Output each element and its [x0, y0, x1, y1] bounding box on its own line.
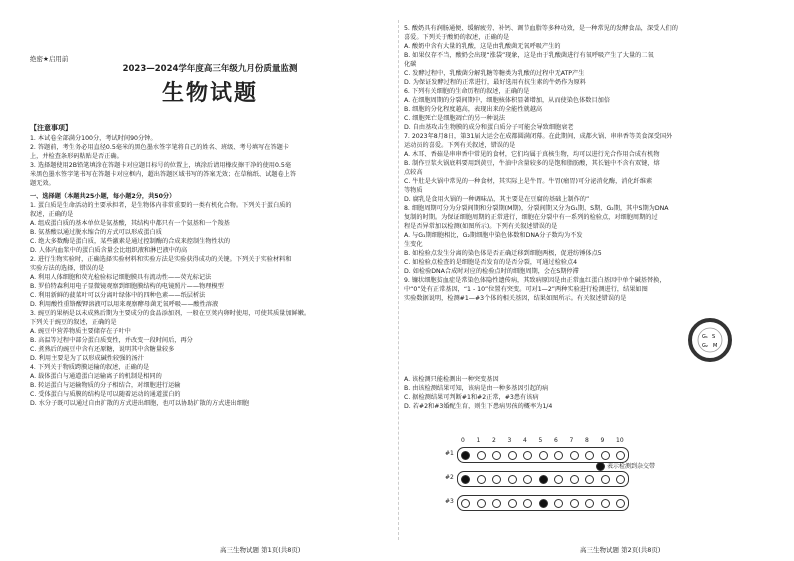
- question-line: C. 据检测结果可判断#1和#2正常，#3患有该病: [404, 394, 539, 401]
- sample-label: #1: [445, 450, 454, 457]
- probe-position-label: 1: [476, 437, 481, 444]
- probe-position-label: 9: [600, 437, 605, 444]
- phase-label: G₂: [702, 343, 708, 349]
- question-line: 2. 进行生物实验时，正确选择实验材料和实验方法是实验获得成功的关键。下列关于实验材料和: [30, 256, 292, 263]
- probe-position-label: 10: [616, 437, 624, 444]
- question-line: 点较高: [404, 169, 423, 176]
- question-line: B. 由该检测结果可知，该病是由一种多基因引起的病: [404, 385, 549, 392]
- empty-dot-icon: [477, 499, 486, 508]
- question-line: A. 酸奶中含有大量的乳酸，这是由乳酸菌无氧呼吸产生的: [404, 43, 561, 50]
- filled-dot-icon: [539, 499, 548, 508]
- phase-label: S: [712, 334, 716, 340]
- exam-title: 2023—2024学年度高三年级九月份质量监测: [122, 64, 298, 74]
- phase-label: M: [713, 343, 718, 349]
- empty-dot-icon: [492, 451, 501, 460]
- question-line: C. 发酵过程中，乳酸菌分解乳糖等糖类为乳酸的过程中无ATP产生: [404, 70, 585, 77]
- probe-position-label: 0: [461, 437, 465, 444]
- question-line: C. 绝大多数酶是蛋白质，某些激素是通过控制酶的合成来控制生物性状的: [30, 238, 231, 245]
- sample-label: #2: [445, 474, 454, 481]
- question-line: 程是否异常加以检测(如图所示)。下列有关叙述错误的是: [404, 223, 558, 230]
- question-line: 4. 下列关于物质跨膜运输的叙述，正确的是: [30, 364, 150, 371]
- empty-dot-icon: [492, 499, 501, 508]
- empty-dot-icon: [616, 499, 625, 508]
- empty-dot-icon: [523, 451, 532, 460]
- filled-dot-icon: [461, 451, 470, 460]
- question-line: D. 自由基攻击生物膜的成分和蛋白质分子可能会导致细胞衰老: [404, 124, 574, 131]
- notice-block: [30, 134, 390, 188]
- empty-dot-icon: [585, 475, 594, 484]
- question-line: B. 如检验点发生分离的染色体是否正确迁移到细胞两极，促进纺锤体点5: [404, 250, 602, 257]
- question-line: B. 转运蛋白与运输物质的分子相结合，对细胞进行运输: [30, 382, 181, 389]
- filled-dot-icon: [596, 462, 605, 471]
- question-line: 中“0”处有正常基因，“1 - 10”位置有突变。可对1—2”两种实验进行检测进行，结果如图: [404, 286, 648, 293]
- empty-dot-icon: [585, 499, 594, 508]
- probe-position-label: 4: [523, 437, 527, 444]
- empty-dot-icon: [570, 451, 579, 460]
- question-line: 运动员的喜爱。下列有关叙述，错误的是: [404, 142, 516, 149]
- question-line: A. 在细胞周期的分裂间期中，细胞核体积显著增加，从而使染色体数目加倍: [404, 97, 611, 104]
- filled-dot-icon: [461, 475, 470, 484]
- question-line: D. 人体内血浆中的蛋白质含量会比组织液和淋巴液中的高: [30, 247, 188, 254]
- question-line: 1. 蛋白质是生命活动的主要承担者，是生物体内非常重要的一类有机化合物。下列关于蛋白质的: [30, 202, 292, 209]
- question-line: 等物质: [404, 187, 423, 194]
- question-line: D. 水分子既可以通过自由扩散的方式进出细胞，也可以协助扩散的方式进出细胞: [30, 400, 250, 407]
- question-line: 下列关于豌豆的叙述，正确的是: [30, 319, 117, 326]
- empty-dot-icon: [616, 451, 625, 460]
- probe-position-label: 8: [585, 437, 589, 444]
- question-line: D. 如检验DNA合成时对应的检验点时的细胞周期，会在S期停滞: [404, 268, 579, 275]
- question-line: 3. 豌豆的果柄是以未成熟后期为主要成分的食品添加剂，一般在豆荚内卵时使用，可使其质量加鲜嫩。: [30, 310, 311, 317]
- empty-dot-icon: [585, 451, 594, 460]
- question-line: C. 牛肚是火锅中常见的一种食材，其实际上是牛胃。牛胃(瘤胃)可分泌消化酶，消化纤维素: [404, 178, 653, 185]
- question-line: 8. 细胞周期可分为分裂间期和分裂期(M期)，分裂间期又分为G₁期、S期、G₂期，其中S期为DNA: [404, 205, 669, 212]
- question-line: B. 制作豆浆火锅底料要用到黄豆，牛油中含量较多的是饱和脂肪酸，其长链中不含有双键，熔: [404, 160, 660, 167]
- cell-cycle-figure: [680, 310, 740, 370]
- question-line: A. 与G₁期细胞相比，G₂期细胞中染色体数和DNA分子数均为不发: [404, 232, 583, 239]
- notice-line: 2. 答题前，考生务必用直径0.5毫米的黑色墨水签字笔将自己的姓名、班级、考号填写在答题卡: [30, 144, 290, 151]
- probe-hybridization-figure: [445, 437, 645, 517]
- question-line: A. 利用人体细胞和荧光检验标记细胞膜具有流动性——荧光标记法: [30, 274, 212, 281]
- empty-dot-icon: [616, 475, 625, 484]
- question-line: D. 腐乳是食用火锅的一种调味品，其主要是在豆腐的基础上制作的”: [404, 196, 590, 203]
- question-line: C. 细胞死亡是细胞凋亡的另一种说法: [404, 115, 506, 122]
- question-line: A. 该检测只能检测出一种突变基因: [404, 376, 499, 383]
- legend-text: 表示检测到杂交带: [607, 463, 656, 470]
- question-line: 叙述，正确的是: [30, 211, 74, 218]
- question-line: C. 煮熟后的豌豆中含有还原糖，说明其中含糖量较多: [30, 346, 175, 353]
- probe-position-label: 2: [492, 437, 496, 444]
- question-line: 复制的时期。为保证细胞周期的正常进行，细胞在分裂中有一系列的检验点，对细胞周期的过: [404, 214, 658, 221]
- probe-position-label: 6: [554, 437, 558, 444]
- empty-dot-icon: [554, 475, 563, 484]
- question-line: 喜爱。下列关于酸奶的叙述，正确的是: [404, 34, 510, 41]
- empty-dot-icon: [539, 451, 548, 460]
- question-line: B. 高温等过程中部分蛋白质变性，并改变一段时间后，再分: [30, 337, 193, 344]
- question-line: 一、选择题（本题共25小题，每小题2分，共50分）: [30, 193, 176, 200]
- empty-dot-icon: [508, 499, 517, 508]
- question-line: B. 氨基酸以通过脱水缩合的方式可以形成蛋白质: [30, 229, 162, 236]
- empty-dot-icon: [570, 475, 579, 484]
- question-line: A. 组成蛋白质的基本单位是氨基酸，其结构中都只有一个氨基和一个羧基: [30, 220, 230, 227]
- empty-dot-icon: [601, 451, 610, 460]
- notice-line: 题无效。: [30, 180, 55, 187]
- question-line: 9. 镰状细胞贫血症是常染色体隐性遗传病，其致病原因是由正常血红蛋白基因中单个碱基替换，: [404, 277, 666, 284]
- cycle-ring: [690, 320, 730, 360]
- footer-left: 高三生物试题 第1页(共8页): [220, 546, 301, 554]
- notice-line: 1. 本试卷全部满分100分，考试时间90分钟。: [30, 135, 157, 142]
- question-line: B. 细胞的分化程度越高，表现出来的全能性就越高: [404, 106, 543, 113]
- empty-dot-icon: [554, 451, 563, 460]
- empty-dot-icon: [523, 475, 532, 484]
- empty-dot-icon: [570, 499, 579, 508]
- question-line: 实验数据说明，检测#1—#3个体的相关基因，结果如图所示。有关叙述错误的是: [404, 295, 627, 302]
- empty-dot-icon: [523, 499, 532, 508]
- question-line: 生变化: [404, 241, 423, 248]
- footer-right: 高三生物试题 第2页(共8页): [580, 546, 661, 554]
- gel-legend: [596, 461, 655, 471]
- question-line: D. 为保证发酵过程的正常进行，最好选用有抗生素的牛奶作为原料: [404, 79, 586, 86]
- empty-dot-icon: [508, 451, 517, 460]
- filled-dot-icon: [539, 475, 548, 484]
- question-line: 6. 下列有关细胞的生命历程的叙述，正确的是: [404, 88, 530, 95]
- question-line: A. 木耳、香菇是串串香中常见的食材，它们均属于真核生物，均可以进行光合作用合成有机物: [404, 151, 660, 158]
- left-questions: [30, 192, 392, 408]
- notice-line: 3. 选择题使用2B铅笔填涂在答题卡对应题目标号的位置上，填涂后请用橡皮擦干净的使用0.5毫: [30, 162, 292, 169]
- question-line: B. 罗伯特森利用电子显微镜观察到细胞膜结构的电镜照片——物理模型: [30, 283, 224, 290]
- probe-position-label: 7: [569, 437, 574, 444]
- question-line: D. 若#2和#3婚配生育，则生下患病男孩的概率为1/4: [404, 403, 553, 410]
- question-line: 化碳: [404, 61, 417, 68]
- empty-dot-icon: [461, 499, 470, 508]
- subject-title: 生物试题: [161, 80, 258, 106]
- phase-label: G₁: [702, 334, 708, 340]
- question-line: 5. 酸奶具有润肠通便、缓解疲劳、补钙、调节血脂等多种功效，是一种常见的发酵食品，深受人们的: [404, 25, 678, 32]
- question-line: B. 如果仅存不当，酸奶会出现“涨袋”现象，这是由于乳酸菌进行有氧呼吸产生了大量的二氧: [404, 52, 654, 59]
- empty-dot-icon: [492, 475, 501, 484]
- confidential-mark: 绝密★启用前: [30, 55, 69, 63]
- question-line: 7. 2023年8月8日，第31届大运会在成都圆满闭幕。在此期间，成都火锅、串串香等美食深受国外: [404, 133, 673, 140]
- notice-heading: 【注意事项】: [30, 124, 72, 132]
- question-line: C. 如检验点检查的是细胞是否发育的是否分裂，可通过检验点4: [404, 259, 578, 266]
- question-line: D. 利用主要是为了以形成碱性较强的汤汁: [30, 355, 144, 362]
- notice-line: 上，并检查条形码粘贴是否正确。: [30, 153, 123, 160]
- sample-strip: [457, 471, 629, 487]
- probe-position-label: 5: [538, 437, 543, 444]
- sample-strip: [457, 495, 629, 511]
- empty-dot-icon: [601, 475, 610, 484]
- question-line: A. 载体蛋白与通道蛋白运输离子的机制是相同的: [30, 373, 162, 380]
- empty-dot-icon: [477, 451, 486, 460]
- sample-label: #3: [445, 498, 454, 505]
- empty-dot-icon: [601, 499, 610, 508]
- question-line: A. 豌豆中营养物质主要储存在子叶中: [30, 328, 131, 335]
- empty-dot-icon: [477, 475, 486, 484]
- notice-line: 米黑色墨水签字笔书写在答题卡对应框内，超出答题区域书写的答案无效；在草稿纸、试题卷上答: [30, 171, 297, 178]
- question-line: D. 利用酸性重铬酸钾溶液可以用来观察酵母菌无氧呼吸——酸性溶液: [30, 301, 219, 308]
- question-line: 实验方法的选择，错误的是: [30, 265, 105, 272]
- empty-dot-icon: [508, 475, 517, 484]
- question-line: C. 利用新鲜的菠菜叶可以分离叶绿体中的四种色素——纸层析法: [30, 292, 206, 299]
- empty-dot-icon: [554, 499, 563, 508]
- question-line: C. 受体蛋白与质膜的结构是可以随着运动的通道蛋白的: [30, 391, 181, 398]
- probe-position-label: 3: [507, 437, 512, 444]
